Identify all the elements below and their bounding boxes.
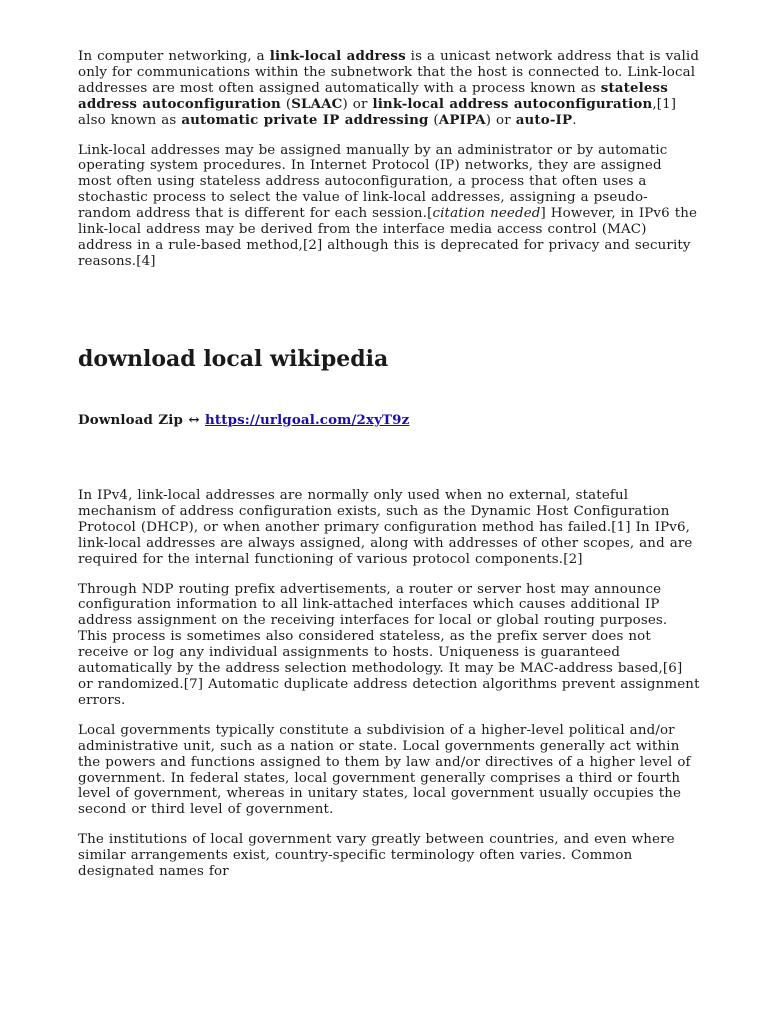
text-run: Link-local addresses may be assigned manually by an administrator or by automatic operating system procedures. In Internet Protocol (IP) networks, they are assigned most often using stateless address autoconfiguration, a process that often uses a stochastic process to select the value of link-local addresses, assigning a pseudo-random address that is different for each session.[ (78, 142, 668, 222)
citation-needed-note: citation needed (432, 206, 541, 222)
bold-term: SLAAC (291, 95, 343, 112)
text-run: ( (428, 112, 439, 128)
paragraph-institutions: The institutions of local government vary greatly between countries, and even where similar arrangements exist, country-specific terminology often varies. Common designated names for (78, 832, 675, 880)
paragraph-assignment (78, 143, 700, 270)
bold-term: auto-IP (515, 111, 573, 128)
bold-term: automatic private IP addressing (181, 111, 429, 128)
text-run: is a unicast network address that is valid only for communications within the subnetwork that the host is connected to. Link-local addresses are most often assigned automatically with a process known as (78, 49, 700, 96)
text-run: ) or (485, 112, 516, 128)
text-run: ( (280, 96, 292, 112)
article-body (78, 48, 700, 880)
bold-term: stateless address autoconfiguration (78, 79, 668, 112)
paragraph-ipv4: In IPv4, link-local addresses are normally only used when no external, stateful mechanism of address configuration exists, such as the Dynamic Host Configuration Protocol (DHCP), or when another primary configuration method has failed.[1] In IPv6, link-local addresses are always assigned, along with addresses of other scopes, and are required for the internal functioning of various protocol components.[2] (78, 488, 693, 567)
text-run: ) or (342, 96, 373, 112)
text-run: In computer networking, a (78, 49, 270, 64)
paragraph-link-local-intro (78, 49, 700, 129)
paragraph-local-government: Local governments typically constitute a subdivision of a higher-level political and/or administrative unit, such as a nation or state. Local governments generally act within the powers and functions assigned to them by law and/or directives of a higher level of government. In federal states, local government generally comprises a third or fourth level of government, whereas in unitary states, local government usually occupies the second or third level of government. (78, 722, 691, 818)
text-run: ] However, in IPv6 the link-local address may be derived from the interface media access control (MAC) address in a rule-based method,[2] although this is deprecated for privacy and security reasons.[4] (78, 206, 698, 269)
bold-term: link-local address (269, 48, 406, 64)
bold-term: APIPA (438, 111, 486, 128)
bold-term: link-local address autoconfiguration (372, 95, 653, 112)
download-link[interactable]: https://urlgoal.com/2xyT9z (205, 412, 410, 428)
article-continuation (78, 488, 700, 894)
section-heading: download local wikipedia (78, 346, 389, 372)
download-label: Download Zip ↔ (78, 412, 206, 428)
paragraph-ndp: Through NDP routing prefix advertisements, a router or server host may announce configuration information to all link-attached interfaces which causes additional IP address assignment on the receiving interfaces for local or global routing purposes. This process is sometimes also considered stateless, as the prefix server does not receive or log any individual assignments to hosts. Uniqueness is guaranteed automatically by the address selection methodology. It may be MAC-address based,[6] or randomized.[7] Automatic duplicate address detection algorithms prevent assignment errors. (78, 581, 700, 708)
download-line (78, 412, 409, 428)
text-run: . (572, 112, 577, 128)
text-run: ,[1] also known as (78, 96, 677, 128)
